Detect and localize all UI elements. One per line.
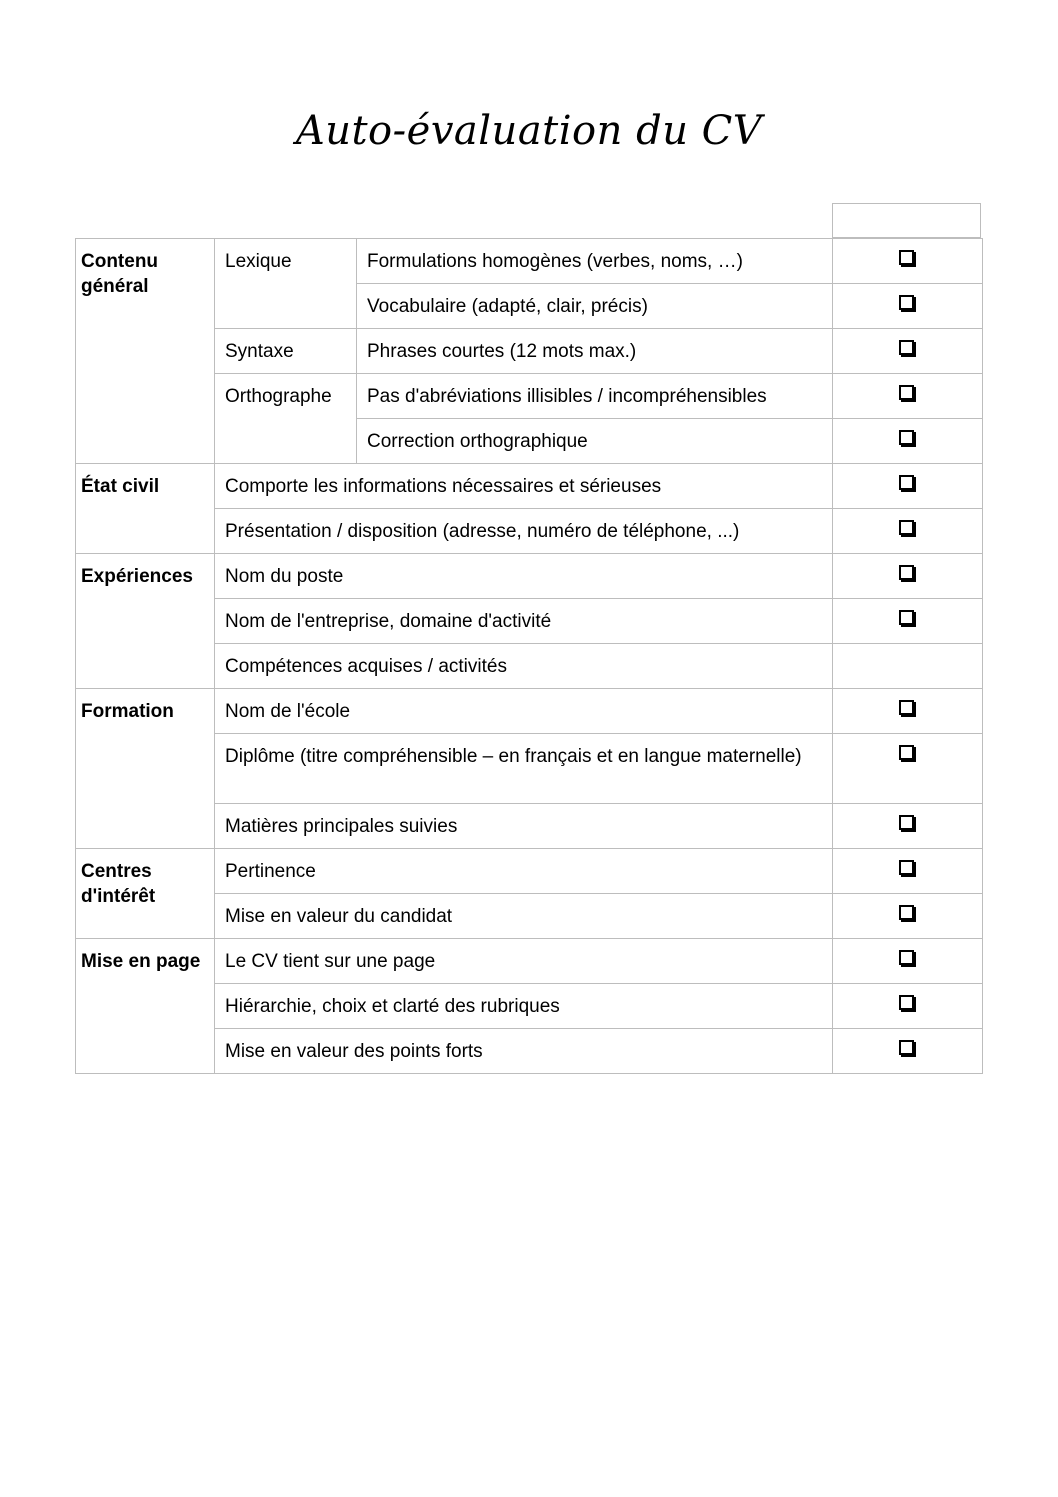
checkbox[interactable]	[899, 745, 914, 760]
criterion-cell: Matières principales suivies	[215, 804, 833, 849]
check-cell	[833, 1029, 983, 1074]
category-cell: Expériences	[76, 554, 215, 689]
page-title: Auto-évaluation du CV	[295, 108, 763, 154]
criterion-cell: Pas d'abréviations illisibles / incompréhensibles	[357, 374, 833, 419]
check-cell	[833, 734, 983, 804]
checkbox[interactable]	[899, 950, 914, 965]
check-cell	[833, 239, 983, 284]
criterion-cell: Comporte les informations nécessaires et sérieuses	[215, 464, 833, 509]
table-row	[76, 939, 983, 984]
table-row	[76, 464, 983, 509]
checkbox[interactable]	[899, 1040, 914, 1055]
category-cell: Centres d'intérêt	[76, 849, 215, 939]
checkbox[interactable]	[899, 520, 914, 535]
criterion-cell: Nom de l'école	[215, 689, 833, 734]
check-cell	[833, 284, 983, 329]
check-cell	[833, 509, 983, 554]
check-cell-empty	[833, 644, 983, 689]
criterion-cell: Hiérarchie, choix et clarté des rubriques	[215, 984, 833, 1029]
criterion-cell: Pertinence	[215, 849, 833, 894]
check-cell	[833, 599, 983, 644]
criterion-cell: Formulations homogènes (verbes, noms, …)	[357, 239, 833, 284]
table-row	[76, 689, 983, 734]
category-cell: Mise en page	[76, 939, 215, 1074]
checkbox[interactable]	[899, 385, 914, 400]
category-cell: Contenu général	[76, 239, 215, 464]
check-cell	[833, 894, 983, 939]
checkbox[interactable]	[899, 610, 914, 625]
criterion-cell: Mise en valeur du candidat	[215, 894, 833, 939]
check-cell	[833, 374, 983, 419]
checkbox[interactable]	[899, 295, 914, 310]
criterion-cell: Compétences acquises / activités	[215, 644, 833, 689]
table-row	[76, 554, 983, 599]
table-row	[76, 849, 983, 894]
criterion-cell: Correction orthographique	[357, 419, 833, 464]
check-cell	[833, 689, 983, 734]
checkbox[interactable]	[899, 565, 914, 580]
checkbox[interactable]	[899, 995, 914, 1010]
criterion-cell: Mise en valeur des points forts	[215, 1029, 833, 1074]
check-cell	[833, 554, 983, 599]
checkbox[interactable]	[899, 250, 914, 265]
table-row	[76, 239, 983, 284]
checkbox[interactable]	[899, 860, 914, 875]
criterion-cell: Diplôme (titre compréhensible – en français et en langue maternelle)	[215, 734, 833, 804]
checkbox[interactable]	[899, 905, 914, 920]
checkbox[interactable]	[899, 340, 914, 355]
check-cell	[833, 984, 983, 1029]
check-cell	[833, 849, 983, 894]
check-cell	[833, 804, 983, 849]
subcategory-cell: Syntaxe	[215, 329, 357, 374]
checkbox[interactable]	[899, 475, 914, 490]
criterion-cell: Nom de l'entreprise, domaine d'activité	[215, 599, 833, 644]
category-cell: Formation	[76, 689, 215, 849]
checkbox[interactable]	[899, 815, 914, 830]
subcategory-cell: Orthographe	[215, 374, 357, 464]
check-cell	[833, 939, 983, 984]
checkbox[interactable]	[899, 430, 914, 445]
criterion-cell: Le CV tient sur une page	[215, 939, 833, 984]
check-cell	[833, 419, 983, 464]
checkbox-column-header	[832, 203, 981, 238]
criterion-cell: Vocabulaire (adapté, clair, précis)	[357, 284, 833, 329]
check-cell	[833, 329, 983, 374]
criterion-cell: Nom du poste	[215, 554, 833, 599]
check-cell	[833, 464, 983, 509]
criterion-cell: Phrases courtes (12 mots max.)	[357, 329, 833, 374]
evaluation-table	[75, 238, 983, 1074]
criterion-cell: Présentation / disposition (adresse, numéro de téléphone, ...)	[215, 509, 833, 554]
subcategory-cell: Lexique	[215, 239, 357, 329]
checkbox[interactable]	[899, 700, 914, 715]
category-cell: État civil	[76, 464, 215, 554]
